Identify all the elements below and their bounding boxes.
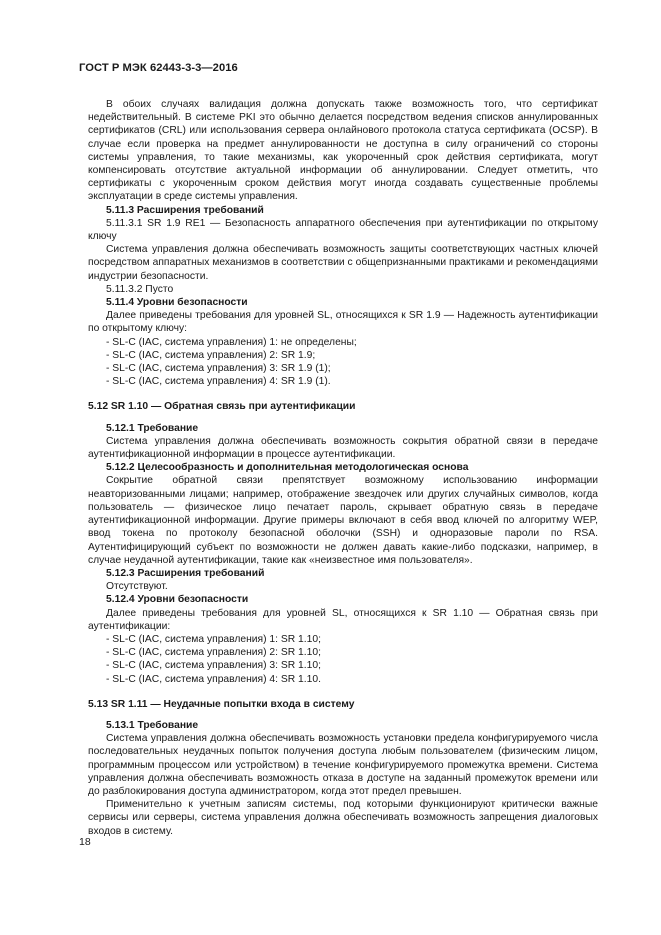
page-number: 18 [79, 836, 91, 848]
heading-5-12-3: 5.12.3 Расширения требований [106, 567, 265, 579]
paragraph-absent: Отсутствуют. [106, 581, 168, 593]
paragraph-validation: В обоих случаях валидация должна допускать также возможность того, что сертификат недействительный. В системе PKI это обычно делается посредством ведения списков аннулированных сертификатов (CRL) или использования сервера онлайнового протокола статуса сертификата (OCSP). В случае если проверка на предмет аннулированности не доступна в силу ограничений со стороны системы управления, то такие механизмы, как укороченный срок действия сертификата, могут компенсировать отсутствие актуальной информации об аннулировании. Следует отметить, что сертификаты с укороченным сроком действия могут иногда создавать существенные проблемы эксплуатации в среде системы управления. [88, 99, 598, 203]
list-item: - SL-C (IAC, система управления) 2: SR 1.9; [106, 349, 316, 361]
running-header: ГОСТ Р МЭК 62443-3-3—2016 [79, 62, 238, 74]
list-item: - SL-C (IAC, система управления) 1: не определены; [106, 336, 357, 348]
paragraph-sl-1-10: Далее приведены требования для уровней SL, относящихся к SR 1.10 — Обратная связь при аутентификации: [88, 607, 598, 632]
clause-5-11-3-2: 5.11.3.2 Пусто [106, 283, 174, 295]
sl-list-1-10 [88, 633, 598, 686]
heading-5-12-1: 5.12.1 Требование [106, 422, 199, 434]
list-item: - SL-C (IAC, система управления) 4: SR 1.9 (1). [106, 376, 331, 388]
heading-5-12: 5.12 SR 1.10 — Обратная связь при аутентификации [88, 401, 356, 413]
paragraph-hardware-keys: Система управления должна обеспечивать возможность защиты соответствующих частных ключей посредством аппаратных механизмов в соответствии с общепризнанными практиками и рекомендациями индустрии безопасности. [88, 244, 598, 282]
list-item: - SL-C (IAC, система управления) 4: SR 1.10. [106, 673, 321, 685]
heading-5-11-4: 5.11.4 Уровни безопасности [106, 297, 248, 309]
paragraph-feedback-rationale: Сокрытие обратной связи препятствует возможному использованию информации неавторизованными лицами; например, отображение звездочек или других случайных символов, когда пользователь — физическое лицо печатает пароль, скрывает обратную связь в передаче аутентификационной информации. Другие примеры включают в себя ввод ключей по алгоритму WEP, ввод токена по протоколу безопасной оболочки (SSH) и одноразовые пароли по RSA. Аутентифицирующий субъект по возможности не должен давать какие-либо подсказки, например, в случае неудачной аутентификации, такие как «неизвестное имя пользователя». [88, 475, 598, 566]
list-item: - SL-C (IAC, система управления) 3: SR 1.10; [106, 660, 321, 672]
heading-5-12-2: 5.12.2 Целесообразность и дополнительная методологическая основа [106, 462, 469, 474]
clause-5-11-3-1: 5.11.3.1 SR 1.9 RE1 — Безопасность аппаратного обеспечения при аутентификации по открытому ключу [88, 217, 598, 243]
paragraph-login-attempts: Система управления должна обеспечивать возможность установки предела конфигурируемого числа последовательных неудачных попыток получения доступа любым пользователем (физическим лицом, программным процессом или устройством) в течение конфигурируемого промежутка времени. Система управления должна обеспечивать возможность отказа в доступе на заданный промежуток времени или до разблокирования доступа администратором, когда этот предел превышен. [88, 733, 598, 797]
page-body [88, 98, 598, 838]
paragraph-critical-accounts: Применительно к учетным записям системы, под которыми функционируют критически важные сервисы или серверы, система управления должна обеспечивать возможность запрещения диалоговых входов в систему. [88, 799, 598, 837]
paragraph-sl-1-9: Далее приведены требования для уровней SL, относящихся к SR 1.9 — Надежность аутентификации по открытому ключу: [88, 310, 598, 335]
list-item: - SL-C (IAC, система управления) 2: SR 1.10; [106, 647, 321, 659]
heading-5-13-1: 5.13.1 Требование [106, 719, 199, 731]
sl-list-1-9 [88, 336, 598, 389]
list-item: - SL-C (IAC, система управления) 1: SR 1.10; [106, 633, 321, 645]
heading-5-12-4: 5.12.4 Уровни безопасности [106, 594, 249, 606]
heading-5-11-3: 5.11.3 Расширения требований [106, 204, 264, 216]
paragraph-feedback-requirement: Система управления должна обеспечивать возможность сокрытия обратной связи в передаче аутентификационной информации в процессе аутентификации. [88, 435, 598, 461]
list-item: - SL-C (IAC, система управления) 3: SR 1.9 (1); [106, 363, 331, 375]
heading-5-13: 5.13 SR 1.11 — Неудачные попытки входа в систему [88, 698, 355, 710]
